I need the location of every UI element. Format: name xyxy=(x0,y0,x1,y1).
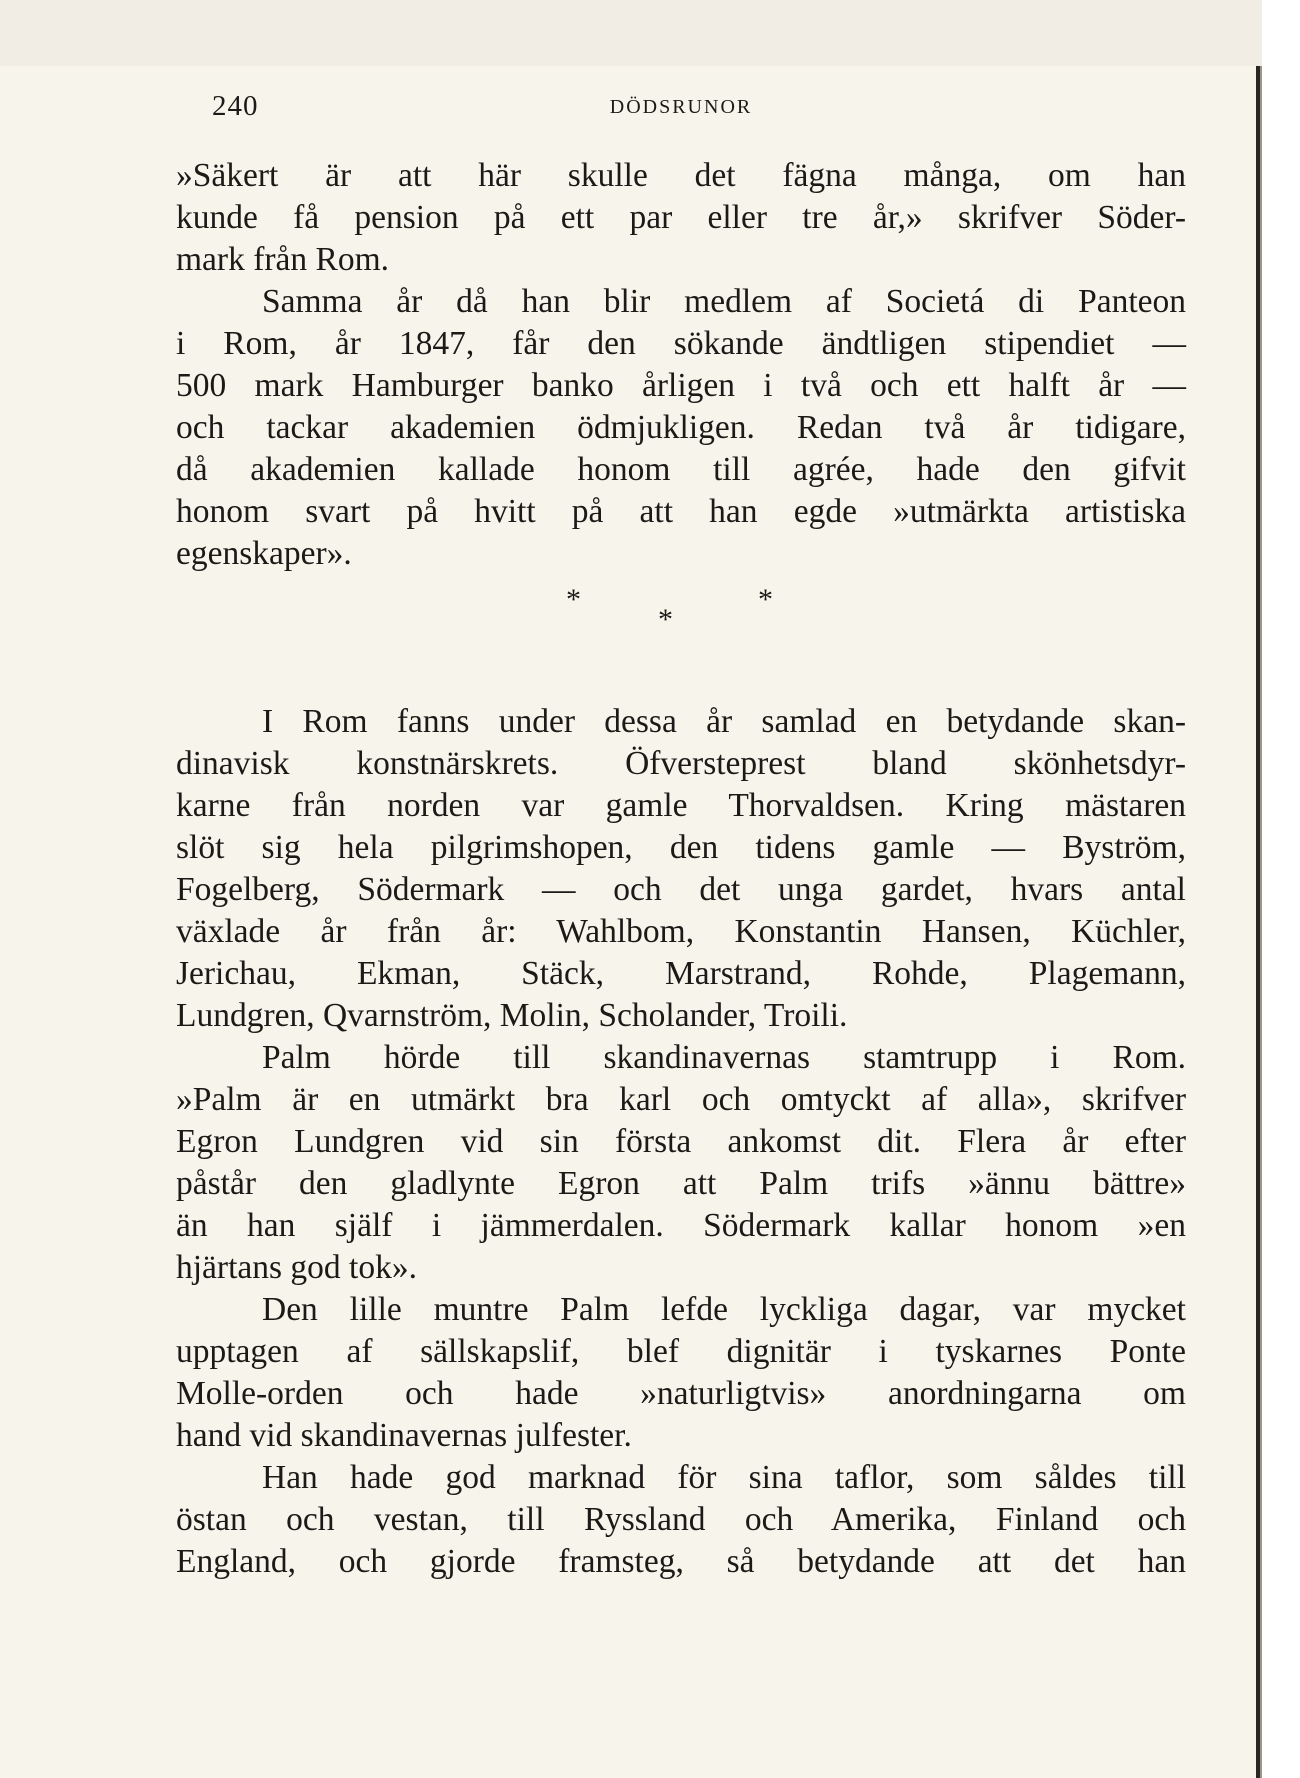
running-head xyxy=(176,90,1186,130)
text-line: Den lille muntre Palm lefde lyckliga dagar, var mycket xyxy=(262,1291,1186,1328)
text-line: »Palm är en utmärkt bra karl och omtyckt af alla», skrifver xyxy=(176,1081,1186,1118)
text-line: Lundgren, Qvarnström, Molin, Scholander, Troili. xyxy=(176,997,848,1034)
asterisk-glyph: * xyxy=(758,583,773,616)
section-separator xyxy=(176,575,1186,701)
paragraph-1 xyxy=(176,155,1186,281)
text-line: Molle-orden och hade »naturligtvis» anordningarna om xyxy=(176,1375,1186,1412)
text-line: Palm hörde till skandinavernas stamtrupp i Rom. xyxy=(262,1039,1186,1076)
text-line: östan och vestan, till Ryssland och Amerika, Finland och xyxy=(176,1501,1186,1538)
text-line: Fogelberg, Södermark — och det unga gardet, hvars antal xyxy=(176,871,1186,908)
text-line: hjärtans god tok». xyxy=(176,1249,417,1286)
text-line: dinavisk konstnärskrets. Öfversteprest bland skönhetsdyr- xyxy=(176,745,1186,782)
text-line: då akademien kallade honom till agrée, hade den gifvit xyxy=(176,451,1186,488)
text-line: i Rom, år 1847, får den sökande ändtligen stipendiet — xyxy=(176,325,1186,362)
text-line: egenskaper». xyxy=(176,535,352,572)
body-text xyxy=(176,155,1186,1583)
asterisk-glyph: * xyxy=(658,603,673,636)
text-line: Samma år då han blir medlem af Societá di Panteon xyxy=(262,283,1186,320)
page-number: 240 xyxy=(212,90,259,122)
paragraph-3 xyxy=(176,701,1186,1037)
text-line: kunde få pension på ett par eller tre år,» skrifver Söder- xyxy=(176,199,1186,236)
paragraph-6 xyxy=(176,1457,1186,1583)
text-line: slöt sig hela pilgrimshopen, den tidens gamle — Byström, xyxy=(176,829,1186,866)
text-line: hand vid skandinavernas julfester. xyxy=(176,1417,632,1454)
asterisk-glyph: * xyxy=(566,583,581,616)
paragraph-4 xyxy=(176,1037,1186,1289)
paragraph-5 xyxy=(176,1289,1186,1457)
text-line: honom svart på hvitt på att han egde »utmärkta artistiska xyxy=(176,493,1186,530)
text-line: växlade år från år: Wahlbom, Konstantin Hansen, Küchler, xyxy=(176,913,1186,950)
running-title: DÖDSRUNOR xyxy=(609,96,753,118)
text-line: »Säkert är att här skulle det fägna många, om han xyxy=(176,157,1186,194)
text-line: England, och gjorde framsteg, så betydande att det han xyxy=(176,1543,1186,1580)
text-line: och tackar akademien ödmjukligen. Redan två år tidigare, xyxy=(176,409,1186,446)
text-line: 500 mark Hamburger banko årligen i två och ett halft år — xyxy=(176,367,1186,404)
text-line: Han hade god marknad för sina taflor, som såldes till xyxy=(262,1459,1186,1496)
text-line: karne från norden var gamle Thorvaldsen. Kring mästaren xyxy=(176,787,1186,824)
text-line: än han själf i jämmerdalen. Södermark kallar honom »en xyxy=(176,1207,1186,1244)
text-line: Egron Lundgren vid sin första ankomst dit. Flera år efter xyxy=(176,1123,1186,1160)
text-line: Jerichau, Ekman, Stäck, Marstrand, Rohde, Plagemann, xyxy=(176,955,1186,992)
paragraph-2 xyxy=(176,281,1186,575)
text-line: I Rom fanns under dessa år samlad en betydande skan- xyxy=(262,703,1186,740)
scan-margin xyxy=(0,0,1262,70)
text-line: mark från Rom. xyxy=(176,241,390,278)
text-line: påstår den gladlynte Egron att Palm trifs »ännu bättre» xyxy=(176,1165,1186,1202)
text-line: upptagen af sällskapslif, blef dignitär i tyskarnes Ponte xyxy=(176,1333,1186,1370)
